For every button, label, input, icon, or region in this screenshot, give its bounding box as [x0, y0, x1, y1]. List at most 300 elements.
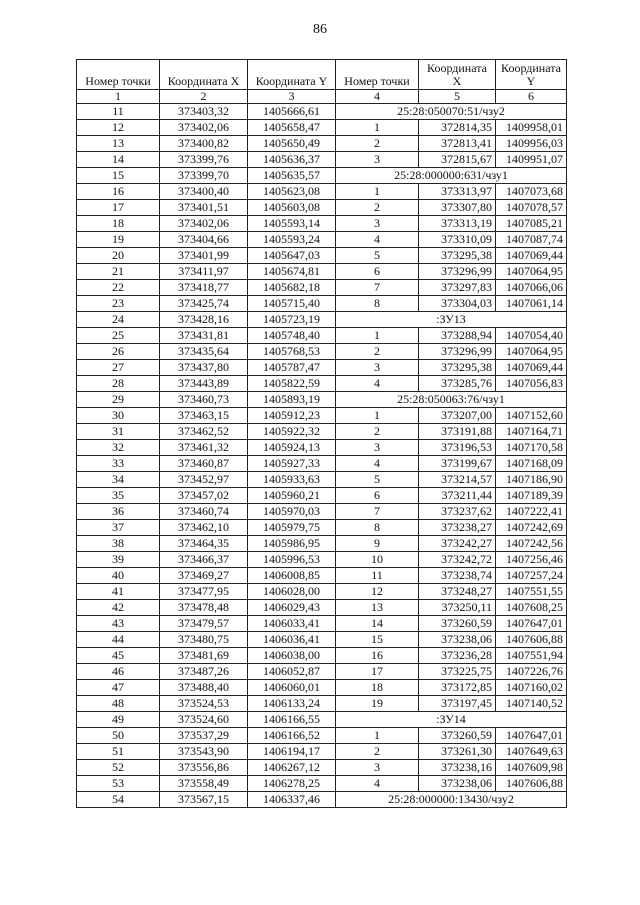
parcel-label-cell: 25:28:050063:76/чзу1 [336, 392, 567, 408]
table-row [77, 552, 567, 568]
point-number-cell: 11 [77, 104, 160, 120]
coordinate-x-cell: 373466,37 [160, 552, 248, 568]
point-number-cell: 39 [77, 552, 160, 568]
coordinate-x-cell: 373400,40 [160, 184, 248, 200]
point-number-cell: 20 [77, 248, 160, 264]
coordinate-y-cell-2: 1407649,63 [496, 744, 567, 760]
coordinate-y-cell-2: 1409956,03 [496, 136, 567, 152]
coordinate-x-cell-2: 373225,75 [419, 664, 496, 680]
point-number-cell-2: 3 [336, 152, 419, 168]
table-row [77, 648, 567, 664]
point-number-cell-2: 15 [336, 632, 419, 648]
table-row [77, 152, 567, 168]
parcel-label-cell: 25:28:050070:51/чзу2 [336, 104, 567, 120]
coordinate-y-cell: 1405674,81 [248, 264, 336, 280]
table-row [77, 504, 567, 520]
coordinate-y-cell-2: 1407069,44 [496, 360, 567, 376]
coordinate-y-cell: 1405647,03 [248, 248, 336, 264]
page-number: 86 [313, 22, 327, 37]
table-row [77, 760, 567, 776]
point-number-cell-2: 4 [336, 376, 419, 392]
coordinate-y-cell: 1405970,03 [248, 504, 336, 520]
coordinate-x-cell-2: 373237,62 [419, 504, 496, 520]
coordinate-y-cell: 1406052,87 [248, 664, 336, 680]
table-row [77, 600, 567, 616]
coordinate-x-cell: 373524,60 [160, 712, 248, 728]
coordinate-y-cell-2: 1407140,52 [496, 696, 567, 712]
coordinate-x-cell: 373411,97 [160, 264, 248, 280]
point-number-cell-2: 3 [336, 760, 419, 776]
table-body [77, 104, 567, 808]
point-number-cell-2: 8 [336, 296, 419, 312]
coordinate-x-cell: 373431,81 [160, 328, 248, 344]
coordinate-x-cell-2: 373196,53 [419, 440, 496, 456]
point-number-cell: 44 [77, 632, 160, 648]
coordinate-x-cell: 373481,69 [160, 648, 248, 664]
point-number-cell: 51 [77, 744, 160, 760]
coordinate-y-cell-2: 1407226,76 [496, 664, 567, 680]
coordinate-y-cell: 1405603,08 [248, 200, 336, 216]
table-row [77, 488, 567, 504]
coordinate-y-cell: 1405723,19 [248, 312, 336, 328]
header-coordinate-y-2: Координата Y [496, 60, 567, 90]
table-row [77, 376, 567, 392]
point-number-cell: 47 [77, 680, 160, 696]
coordinate-x-cell: 373452,97 [160, 472, 248, 488]
table-row [77, 520, 567, 536]
point-number-cell-2: 12 [336, 584, 419, 600]
coordinate-x-cell-2: 373207,00 [419, 408, 496, 424]
coordinate-y-cell-2: 1407066,06 [496, 280, 567, 296]
table-row [77, 472, 567, 488]
point-number-cell: 15 [77, 168, 160, 184]
coordinate-y-cell-2: 1407551,94 [496, 648, 567, 664]
table-row [77, 200, 567, 216]
coordinate-y-cell: 1405636,37 [248, 152, 336, 168]
point-number-cell-2: 2 [336, 344, 419, 360]
coordinate-x-cell-2: 373238,16 [419, 760, 496, 776]
table-row [77, 360, 567, 376]
table-row [77, 712, 567, 728]
coordinate-y-cell: 1406008,85 [248, 568, 336, 584]
coordinate-y-cell-2: 1407647,01 [496, 728, 567, 744]
coordinate-x-cell: 373537,29 [160, 728, 248, 744]
coordinate-x-cell: 373464,35 [160, 536, 248, 552]
table-row [77, 696, 567, 712]
point-number-cell: 22 [77, 280, 160, 296]
column-number: 1 [77, 90, 160, 104]
coordinate-x-cell-2: 373313,97 [419, 184, 496, 200]
table-row [77, 184, 567, 200]
coordinate-y-cell: 1406267,12 [248, 760, 336, 776]
table-row [77, 248, 567, 264]
parcel-label-cell: 25:28:000000:631/чзу1 [336, 168, 567, 184]
header-coordinate-x: Координата X [160, 60, 248, 90]
table-row [77, 456, 567, 472]
coordinate-x-cell-2: 373260,59 [419, 728, 496, 744]
point-number-cell-2: 17 [336, 664, 419, 680]
coordinate-x-cell: 373401,51 [160, 200, 248, 216]
point-number-cell: 46 [77, 664, 160, 680]
coordinate-y-cell-2: 1407087,74 [496, 232, 567, 248]
coordinate-y-cell: 1405893,19 [248, 392, 336, 408]
coordinate-x-cell: 373460,73 [160, 392, 248, 408]
coordinate-x-cell: 373428,16 [160, 312, 248, 328]
coordinate-y-cell-2: 1407551,55 [496, 584, 567, 600]
point-number-cell: 12 [77, 120, 160, 136]
coordinate-y-cell-2: 1407606,88 [496, 776, 567, 792]
coordinate-y-cell-2: 1407186,90 [496, 472, 567, 488]
point-number-cell: 27 [77, 360, 160, 376]
table-row [77, 280, 567, 296]
point-number-cell-2: 2 [336, 200, 419, 216]
coordinate-x-cell: 373460,87 [160, 456, 248, 472]
coordinate-y-cell: 1405635,57 [248, 168, 336, 184]
coordinate-y-cell: 1405748,40 [248, 328, 336, 344]
coordinate-y-cell-2: 1407061,14 [496, 296, 567, 312]
coordinate-y-cell-2: 1407064,95 [496, 264, 567, 280]
coordinate-x-cell: 373401,99 [160, 248, 248, 264]
coordinate-y-cell-2: 1407160,02 [496, 680, 567, 696]
parcel-label-cell: :ЗУ13 [336, 312, 567, 328]
coordinate-y-cell: 1405986,95 [248, 536, 336, 552]
point-number-cell-2: 1 [336, 328, 419, 344]
coordinate-x-cell-2: 373297,83 [419, 280, 496, 296]
point-number-cell-2: 1 [336, 184, 419, 200]
coordinate-y-cell: 1406029,43 [248, 600, 336, 616]
point-number-cell: 16 [77, 184, 160, 200]
point-number-cell: 34 [77, 472, 160, 488]
coordinate-x-cell: 373457,02 [160, 488, 248, 504]
coordinate-y-cell: 1405768,53 [248, 344, 336, 360]
point-number-cell: 24 [77, 312, 160, 328]
table-row [77, 664, 567, 680]
coordinate-x-cell-2: 372815,67 [419, 152, 496, 168]
coordinate-x-cell: 373480,75 [160, 632, 248, 648]
coordinate-x-cell: 373443,89 [160, 376, 248, 392]
point-number-cell-2: 11 [336, 568, 419, 584]
coordinate-x-cell: 373556,86 [160, 760, 248, 776]
coordinate-y-cell: 1405927,33 [248, 456, 336, 472]
coordinate-x-cell-2: 373285,76 [419, 376, 496, 392]
table-row [77, 136, 567, 152]
point-number-cell: 53 [77, 776, 160, 792]
header-point-number: Номер точки [77, 60, 160, 90]
point-number-cell-2: 7 [336, 504, 419, 520]
point-number-cell: 26 [77, 344, 160, 360]
point-number-cell: 41 [77, 584, 160, 600]
coordinate-y-cell: 1406036,41 [248, 632, 336, 648]
coordinate-x-cell-2: 373236,28 [419, 648, 496, 664]
coordinate-y-cell: 1406194,17 [248, 744, 336, 760]
coordinate-y-cell-2: 1407606,88 [496, 632, 567, 648]
coordinate-x-cell-2: 373238,74 [419, 568, 496, 584]
coordinate-y-cell: 1405715,40 [248, 296, 336, 312]
coordinate-x-cell: 373399,70 [160, 168, 248, 184]
coordinate-y-cell: 1405593,24 [248, 232, 336, 248]
table-row [77, 264, 567, 280]
coordinate-x-cell: 373487,26 [160, 664, 248, 680]
point-number-cell: 32 [77, 440, 160, 456]
coordinate-x-cell: 373462,10 [160, 520, 248, 536]
column-number: 6 [496, 90, 567, 104]
coordinate-y-cell: 1406166,55 [248, 712, 336, 728]
header-row [77, 60, 567, 90]
coordinate-x-cell-2: 373238,06 [419, 776, 496, 792]
coordinate-x-cell-2: 372813,41 [419, 136, 496, 152]
coordinate-y-cell-2: 1407085,21 [496, 216, 567, 232]
column-number-row [77, 90, 567, 104]
table-row [77, 616, 567, 632]
coordinate-y-cell: 1405593,14 [248, 216, 336, 232]
point-number-cell: 50 [77, 728, 160, 744]
point-number-cell-2: 2 [336, 424, 419, 440]
point-number-cell: 23 [77, 296, 160, 312]
point-number-cell-2: 13 [336, 600, 419, 616]
coordinate-y-cell: 1406166,52 [248, 728, 336, 744]
coordinate-x-cell-2: 373214,57 [419, 472, 496, 488]
coordinate-x-cell-2: 373296,99 [419, 344, 496, 360]
coordinate-x-cell-2: 373295,38 [419, 360, 496, 376]
coordinate-y-cell-2: 1407222,41 [496, 504, 567, 520]
coordinate-y-cell: 1406028,00 [248, 584, 336, 600]
point-number-cell-2: 19 [336, 696, 419, 712]
column-number: 2 [160, 90, 248, 104]
point-number-cell-2: 4 [336, 232, 419, 248]
coordinate-y-cell-2: 1407189,39 [496, 488, 567, 504]
coordinate-x-cell: 373460,74 [160, 504, 248, 520]
coordinate-x-cell: 373567,15 [160, 792, 248, 808]
point-number-cell-2: 1 [336, 120, 419, 136]
coordinate-y-cell-2: 1407168,09 [496, 456, 567, 472]
coordinate-x-cell-2: 373242,72 [419, 552, 496, 568]
point-number-cell: 38 [77, 536, 160, 552]
coordinate-y-cell-2: 1407608,25 [496, 600, 567, 616]
point-number-cell-2: 2 [336, 136, 419, 152]
point-number-cell: 43 [77, 616, 160, 632]
coordinate-y-cell: 1406337,46 [248, 792, 336, 808]
coordinate-x-cell-2: 373211,44 [419, 488, 496, 504]
point-number-cell-2: 14 [336, 616, 419, 632]
point-number-cell: 28 [77, 376, 160, 392]
table-row [77, 344, 567, 360]
point-number-cell: 13 [77, 136, 160, 152]
table-row [77, 312, 567, 328]
table-row [77, 408, 567, 424]
coordinate-x-cell: 373478,48 [160, 600, 248, 616]
point-number-cell-2: 2 [336, 744, 419, 760]
table-row [77, 568, 567, 584]
coordinate-y-cell: 1406278,25 [248, 776, 336, 792]
coordinate-x-cell-2: 373191,88 [419, 424, 496, 440]
coordinate-x-cell: 373461,32 [160, 440, 248, 456]
table-row [77, 392, 567, 408]
coordinate-x-cell: 373479,57 [160, 616, 248, 632]
coordinate-y-cell: 1406060,01 [248, 680, 336, 696]
point-number-cell: 45 [77, 648, 160, 664]
coordinate-x-cell: 373399,76 [160, 152, 248, 168]
point-number-cell-2: 5 [336, 472, 419, 488]
point-number-cell: 18 [77, 216, 160, 232]
table-row [77, 632, 567, 648]
point-number-cell: 33 [77, 456, 160, 472]
coordinate-y-cell: 1405623,08 [248, 184, 336, 200]
coordinate-y-cell-2: 1409951,07 [496, 152, 567, 168]
header-coordinate-y: Координата Y [248, 60, 336, 90]
point-number-cell: 14 [77, 152, 160, 168]
coordinate-x-cell-2: 373238,27 [419, 520, 496, 536]
coordinate-x-cell: 373477,95 [160, 584, 248, 600]
coordinate-x-cell-2: 373172,85 [419, 680, 496, 696]
coordinate-y-cell-2: 1407054,40 [496, 328, 567, 344]
coordinate-y-cell: 1405924,13 [248, 440, 336, 456]
table-row [77, 680, 567, 696]
coordinate-y-cell-2: 1407242,56 [496, 536, 567, 552]
point-number-cell-2: 1 [336, 408, 419, 424]
point-number-cell-2: 1 [336, 728, 419, 744]
coordinate-y-cell: 1406038,00 [248, 648, 336, 664]
point-number-cell-2: 9 [336, 536, 419, 552]
coordinate-x-cell-2: 373238,06 [419, 632, 496, 648]
table-row [77, 792, 567, 808]
coordinate-x-cell-2: 373250,11 [419, 600, 496, 616]
point-number-cell: 29 [77, 392, 160, 408]
coordinate-x-cell: 373469,27 [160, 568, 248, 584]
table-row [77, 744, 567, 760]
point-number-cell-2: 4 [336, 456, 419, 472]
coordinate-x-cell-2: 373261,30 [419, 744, 496, 760]
coordinate-y-cell: 1405922,32 [248, 424, 336, 440]
coordinate-x-cell-2: 373288,94 [419, 328, 496, 344]
point-number-cell-2: 8 [336, 520, 419, 536]
coordinate-y-cell: 1405979,75 [248, 520, 336, 536]
point-number-cell-2: 6 [336, 488, 419, 504]
point-number-cell-2: 18 [336, 680, 419, 696]
coordinate-y-cell-2: 1407256,46 [496, 552, 567, 568]
coordinate-y-cell-2: 1407064,95 [496, 344, 567, 360]
coordinate-y-cell: 1405912,23 [248, 408, 336, 424]
point-number-cell: 40 [77, 568, 160, 584]
coordinates-table [76, 59, 567, 808]
coordinate-x-cell: 373425,74 [160, 296, 248, 312]
table-row [77, 424, 567, 440]
coordinate-x-cell-2: 373313,19 [419, 216, 496, 232]
point-number-cell: 19 [77, 232, 160, 248]
coordinate-y-cell-2: 1407164,71 [496, 424, 567, 440]
coordinate-y-cell-2: 1407078,57 [496, 200, 567, 216]
coordinate-x-cell: 373437,80 [160, 360, 248, 376]
point-number-cell: 54 [77, 792, 160, 808]
point-number-cell-2: 16 [336, 648, 419, 664]
parcel-label-cell: 25:28:000000:13430/чзу2 [336, 792, 567, 808]
coordinate-x-cell-2: 373242,27 [419, 536, 496, 552]
coordinate-y-cell-2: 1407056,83 [496, 376, 567, 392]
coordinate-x-cell-2: 373304,03 [419, 296, 496, 312]
coordinate-y-cell: 1405933,63 [248, 472, 336, 488]
coordinate-x-cell-2: 372814,35 [419, 120, 496, 136]
coordinate-y-cell: 1405822,59 [248, 376, 336, 392]
coordinate-x-cell: 373558,49 [160, 776, 248, 792]
point-number-cell: 30 [77, 408, 160, 424]
coordinate-y-cell: 1405787,47 [248, 360, 336, 376]
table-row [77, 104, 567, 120]
point-number-cell: 42 [77, 600, 160, 616]
point-number-cell-2: 10 [336, 552, 419, 568]
column-number: 5 [419, 90, 496, 104]
table-row [77, 232, 567, 248]
coordinate-x-cell-2: 373310,09 [419, 232, 496, 248]
column-number: 3 [248, 90, 336, 104]
point-number-cell-2: 3 [336, 440, 419, 456]
coordinate-y-cell-2: 1407242,69 [496, 520, 567, 536]
coordinate-y-cell: 1405650,49 [248, 136, 336, 152]
point-number-cell-2: 3 [336, 360, 419, 376]
coordinate-x-cell: 373403,32 [160, 104, 248, 120]
table-row [77, 776, 567, 792]
point-number-cell: 21 [77, 264, 160, 280]
coordinate-x-cell: 373402,06 [160, 216, 248, 232]
table-row [77, 728, 567, 744]
coordinate-y-cell-2: 1407069,44 [496, 248, 567, 264]
coordinate-x-cell: 373400,82 [160, 136, 248, 152]
parcel-label-cell: :ЗУ14 [336, 712, 567, 728]
header-point-number-2: Номер точки [336, 60, 419, 90]
table-row [77, 296, 567, 312]
point-number-cell-2: 4 [336, 776, 419, 792]
table-row [77, 168, 567, 184]
coordinate-x-cell: 373462,52 [160, 424, 248, 440]
coordinate-x-cell-2: 373260,59 [419, 616, 496, 632]
point-number-cell: 52 [77, 760, 160, 776]
coordinate-y-cell: 1405682,18 [248, 280, 336, 296]
coordinate-y-cell-2: 1407257,24 [496, 568, 567, 584]
coordinate-x-cell-2: 373248,27 [419, 584, 496, 600]
coordinate-y-cell: 1406033,41 [248, 616, 336, 632]
point-number-cell: 37 [77, 520, 160, 536]
table-row [77, 536, 567, 552]
point-number-cell: 48 [77, 696, 160, 712]
table-row [77, 328, 567, 344]
coordinate-x-cell: 373418,77 [160, 280, 248, 296]
coordinate-y-cell-2: 1407073,68 [496, 184, 567, 200]
table-row [77, 216, 567, 232]
coordinate-y-cell-2: 1407152,60 [496, 408, 567, 424]
coordinate-x-cell-2: 373296,99 [419, 264, 496, 280]
point-number-cell: 36 [77, 504, 160, 520]
coordinate-x-cell: 373463,15 [160, 408, 248, 424]
coordinate-x-cell: 373404,66 [160, 232, 248, 248]
coordinate-x-cell: 373402,06 [160, 120, 248, 136]
point-number-cell: 25 [77, 328, 160, 344]
coordinate-y-cell-2: 1407170,58 [496, 440, 567, 456]
table-row [77, 120, 567, 136]
coordinate-y-cell-2: 1407609,98 [496, 760, 567, 776]
coordinate-y-cell: 1405658,47 [248, 120, 336, 136]
point-number-cell-2: 6 [336, 264, 419, 280]
point-number-cell: 35 [77, 488, 160, 504]
point-number-cell: 31 [77, 424, 160, 440]
coordinate-x-cell: 373524,53 [160, 696, 248, 712]
coordinate-y-cell-2: 1409958,01 [496, 120, 567, 136]
point-number-cell-2: 7 [336, 280, 419, 296]
coordinate-x-cell: 373435,64 [160, 344, 248, 360]
point-number-cell: 17 [77, 200, 160, 216]
coordinate-y-cell: 1405666,61 [248, 104, 336, 120]
table-row [77, 440, 567, 456]
coordinate-x-cell: 373543,90 [160, 744, 248, 760]
point-number-cell: 49 [77, 712, 160, 728]
header-coordinate-x-2: Координата X [419, 60, 496, 90]
